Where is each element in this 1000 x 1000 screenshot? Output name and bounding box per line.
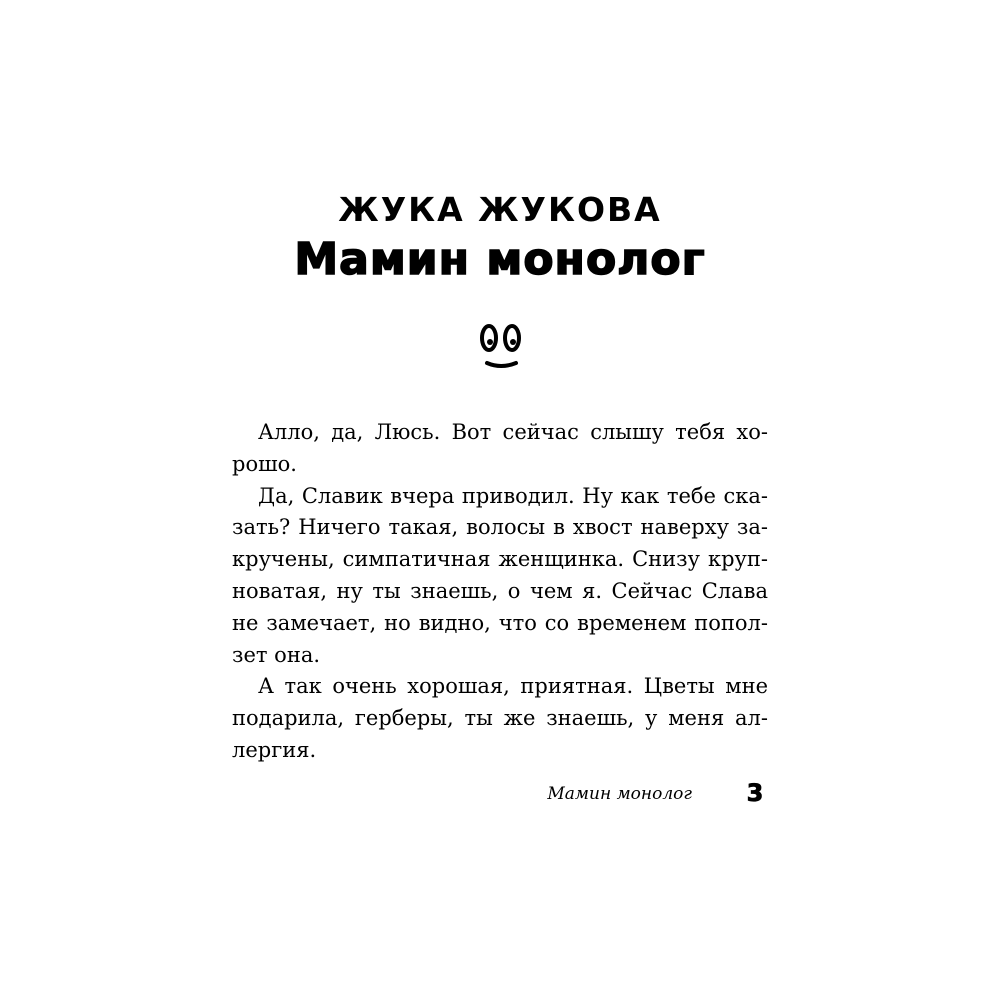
text-line: кручены, симпатичная женщинка. Снизу круп- bbox=[232, 547, 768, 572]
chapter-title: Мамин монолог bbox=[294, 234, 706, 285]
text-line: Алло, да, Люсь. Вот сейчас слышу тебя хо- bbox=[258, 420, 768, 444]
text-line: зет она. bbox=[232, 642, 321, 667]
body-text bbox=[232, 417, 768, 767]
text-line: Да, Славик вчера приводил. Ну как тебе ска- bbox=[258, 483, 768, 508]
right-eye bbox=[505, 326, 519, 350]
left-pupil bbox=[487, 339, 493, 345]
running-title: Мамин монолог bbox=[547, 784, 692, 804]
author-name: ЖУКА ЖУКОВА bbox=[338, 190, 662, 229]
right-pupil bbox=[510, 339, 516, 345]
text-line: подарила, герберы, ты же знаешь, у меня ал- bbox=[232, 706, 768, 731]
smiley-face-icon bbox=[470, 318, 532, 374]
text-line: рошо. bbox=[232, 451, 297, 476]
mouth bbox=[487, 363, 516, 366]
text-line: новатая, ну ты знаешь, о чем я. Сейчас Слава bbox=[232, 578, 768, 603]
text-line: зать? Ничего такая, волосы в хвост наверху за- bbox=[232, 515, 768, 540]
left-eye bbox=[482, 326, 496, 350]
text-line: лергия. bbox=[232, 737, 317, 762]
page-number: 3 bbox=[746, 779, 764, 807]
text-line: не замечает, но видно, что со временем попол- bbox=[232, 610, 768, 635]
text-line: А так очень хорошая, приятная. Цветы мне bbox=[258, 674, 768, 699]
